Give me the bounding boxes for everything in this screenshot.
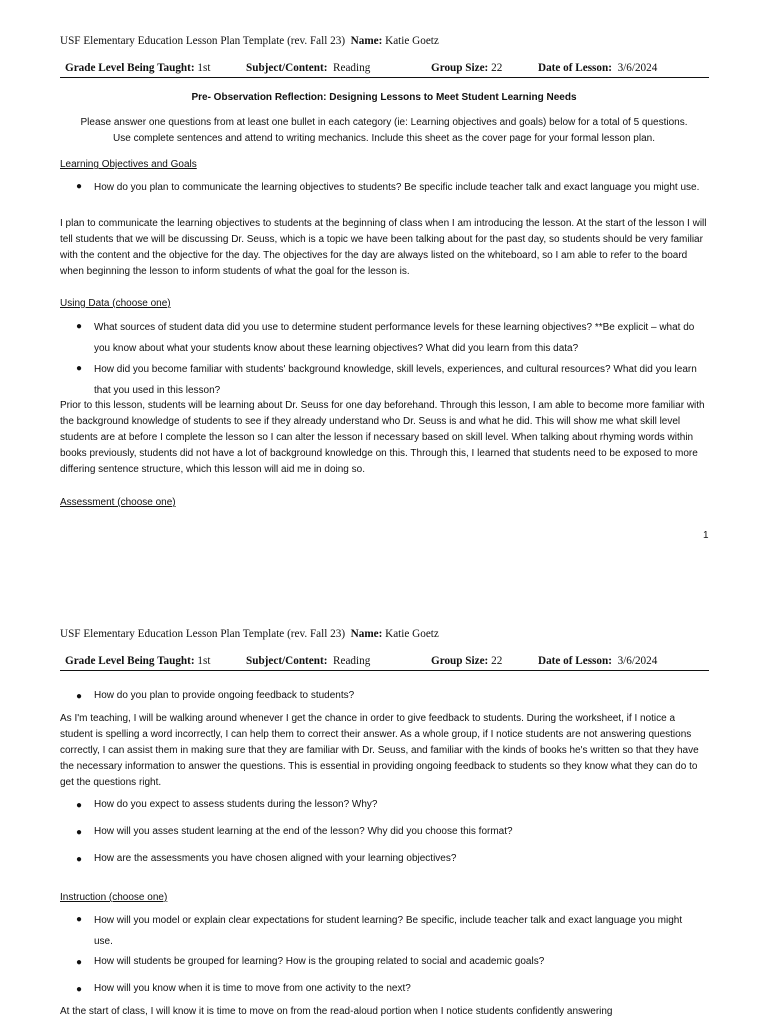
group-label: Group Size:: [431, 62, 489, 74]
doc-header-row: [60, 655, 709, 671]
bullet-icon: ●: [76, 321, 83, 332]
question-background-knowledge: How did you become familiar with students' background knowledge, skill levels, experiences, and cultural resources? What did you learn that you used in this lesson?: [94, 364, 697, 396]
grade-value: 1st: [197, 655, 211, 667]
question-grouping: How will students be grouped for learning? How is the grouping related to social and academic goals?: [94, 956, 545, 967]
name-value: Katie Goetz: [385, 628, 439, 640]
subject-value: Reading: [333, 62, 371, 74]
subject-label: Subject/Content:: [246, 655, 328, 667]
bullet-icon: ●: [76, 984, 83, 995]
doc-header-row: [60, 62, 709, 78]
grade-field: [65, 62, 210, 74]
subject-field: [246, 62, 370, 74]
group-value: 22: [491, 655, 503, 667]
subject-value: Reading: [333, 655, 371, 667]
doc-header-title: [60, 35, 439, 47]
date-field: [538, 655, 657, 667]
instructions-line-1: Please answer one questions from at least one bullet in each category (ie: Learning objectives and goals) below for a total of 5 questions.: [80, 117, 688, 128]
date-value: 3/6/2024: [617, 62, 658, 74]
bullet-icon: ●: [76, 827, 83, 838]
date-label: Date of Lesson:: [538, 655, 612, 667]
date-value: 3/6/2024: [617, 655, 658, 667]
section-title-objectives: Learning Objectives and Goals: [60, 159, 197, 170]
question-model-expectations: How will you model or explain clear expectations for student learning? Be specific, include teacher talk and exact language you might use.: [94, 915, 683, 947]
question-communicate-objectives: How do you plan to communicate the learning objectives to students? Be specific include teacher talk and exact language you might use.: [94, 182, 700, 193]
name-label: Name:: [350, 35, 383, 47]
question-assess-end: How will you asses student learning at the end of the lesson? Why did you choose this format?: [94, 826, 513, 837]
question-ongoing-feedback: How do you plan to provide ongoing feedback to students?: [94, 690, 355, 701]
subject-field: [246, 655, 370, 667]
section-title-instruction: Instruction (choose one): [60, 892, 168, 903]
subject-label: Subject/Content:: [246, 62, 328, 74]
template-title: USF Elementary Education Lesson Plan Template (rev. Fall 23): [60, 628, 346, 640]
grade-label: Grade Level Being Taught:: [65, 655, 195, 667]
name-value: Katie Goetz: [385, 35, 439, 47]
page-heading: Pre- Observation Reflection: Designing Lessons to Meet Student Learning Needs: [191, 92, 577, 103]
bullet-icon: ●: [76, 914, 83, 925]
bullet-icon: ●: [76, 691, 83, 702]
bullet-icon: ●: [76, 363, 83, 374]
question-assess-during: How do you expect to assess students during the lesson? Why?: [94, 799, 378, 810]
answer-background-knowledge: Prior to this lesson, students will be learning about Dr. Seuss for one day beforehand. Through this lesson, I am able to become more familiar with the background knowledge of students to see if they already understand who Dr. Seuss is and what he did. This will show me what skill level students are at before I complete the lesson so I can alter the lesson if necessary based on skill level. When talking about rhyming words within books previously, students did not have a lot of background knowledge on this. Through this, I learned that students need to be exposed to more differing sentence structure, which this lesson will aid me in doing so.: [60, 400, 705, 475]
group-value: 22: [491, 62, 503, 74]
question-data-sources: What sources of student data did you use to determine student performance levels for these learning objectives? **Be explicit – what do you know about what your students know about these learning objectives? What did you learn from this data?: [94, 322, 695, 354]
bullet-icon: ●: [76, 181, 83, 192]
group-label: Group Size:: [431, 655, 489, 667]
grade-value: 1st: [197, 62, 211, 74]
grade-label: Grade Level Being Taught:: [65, 62, 195, 74]
question-move-activity: How will you know when it is time to move from one activity to the next?: [94, 983, 411, 994]
answer-move-activity: At the start of class, I will know it is time to move on from the read-aloud portion when I notice students confidently answering: [60, 1006, 613, 1017]
question-assessment-alignment: How are the assessments you have chosen aligned with your learning objectives?: [94, 853, 457, 864]
group-field: [431, 62, 502, 74]
bullet-icon: ●: [76, 957, 83, 968]
group-field: [431, 655, 502, 667]
section-title-assessment: Assessment (choose one): [60, 497, 176, 508]
page-number: 1: [703, 530, 709, 541]
answer-ongoing-feedback: As I'm teaching, I will be walking around whenever I get the chance in order to give feedback to students. During the worksheet, if I notice a student is spelling a word incorrectly, I can help them to correct their answer. As a whole group, if I notice students are not answering questions correctly, I can assist them in making sure that they are familiar with Dr. Seuss, and familiar with the kinds of books he's written so that they have the necessary information to answer the questions. This is essential in providing ongoing feedback to students so they know what they can do to get the questions right.: [60, 713, 699, 788]
instructions-line-2: Use complete sentences and attend to writing mechanics. Include this sheet as the cover page for your formal lesson plan.: [113, 133, 655, 144]
date-label: Date of Lesson:: [538, 62, 612, 74]
template-title: USF Elementary Education Lesson Plan Template (rev. Fall 23): [60, 35, 346, 47]
bullet-icon: ●: [76, 854, 83, 865]
answer-communicate-objectives: I plan to communicate the learning objectives to students at the beginning of class when I am introducing the lesson. At the start of the lesson I will tell students that we will be discussing Dr. Seuss, which is a topic we have been talking about for the past day, so students should be very familiar with the content and the objective for the day. The objectives for the day are always listed on the whiteboard, so I am able to refer to the board when beginning the lesson to inform students of what the goal for the lesson is.: [60, 218, 707, 277]
section-title-using-data: Using Data (choose one): [60, 298, 171, 309]
doc-header-title: [60, 628, 439, 640]
grade-field: [65, 655, 210, 667]
name-label: Name:: [350, 628, 383, 640]
date-field: [538, 62, 657, 74]
bullet-icon: ●: [76, 800, 83, 811]
